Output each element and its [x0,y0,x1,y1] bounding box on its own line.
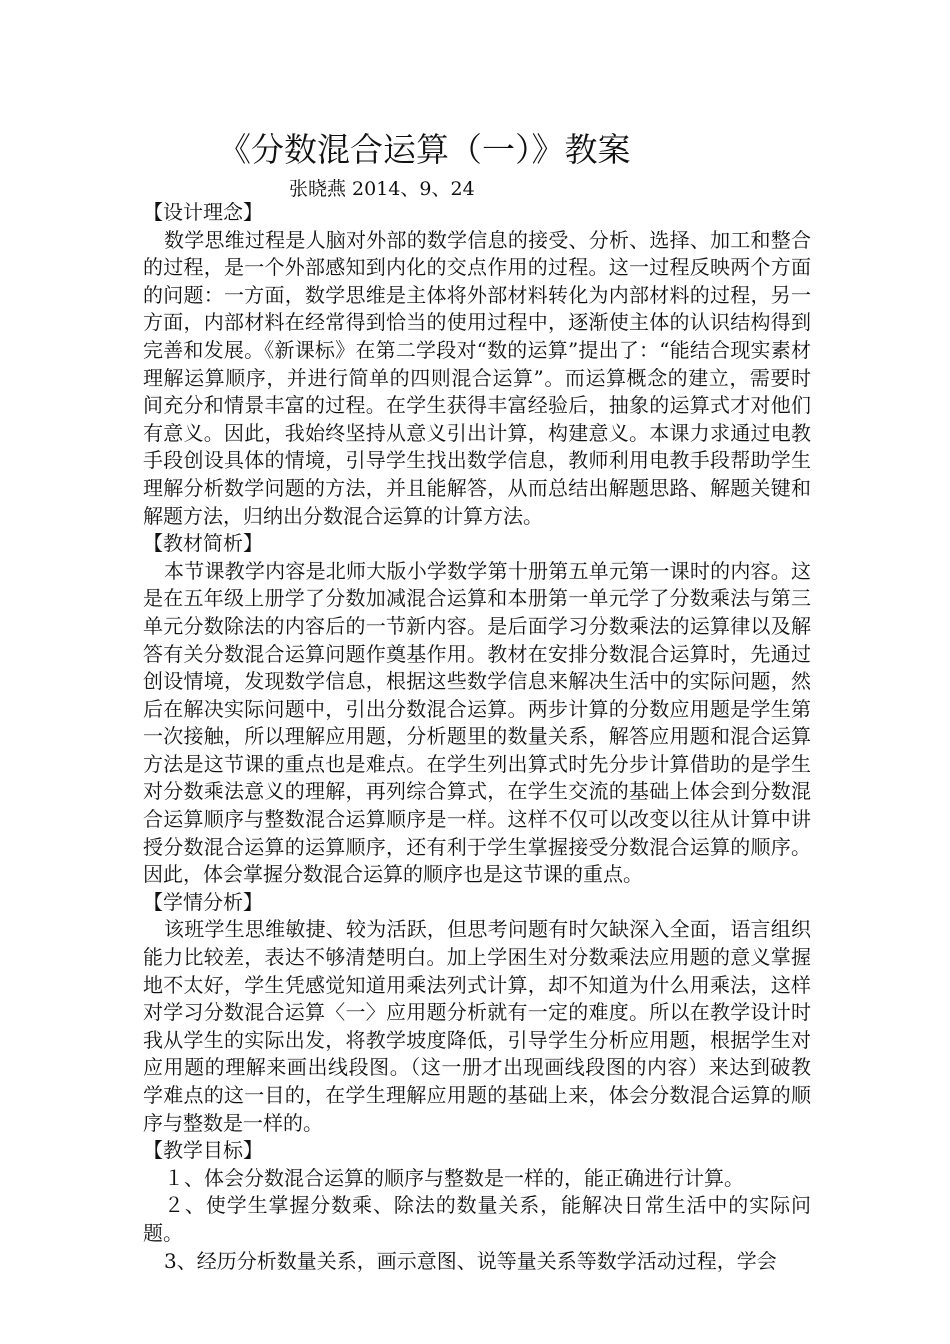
objective-item-3: 3、经历分析数量关系，画示意图、说等量关系等数学活动过程，学会 [164,1248,777,1273]
section-heading-textbook-analysis: 【教材简析】 [143,531,263,556]
paragraph-textbook-analysis: 本节课教学内容是北师大版小学数学第十册第五单元第一课时的内容。这是在五年级上册学了分数加减混合运算和本册第一单元学了分数乘法与第三单元分数除法的内容后的一节新内容。是后面学习分数乘法的运算律以及解答有关分数混合运算问题作奠基作用。教材在安排分数混合运算时，先通过创设情境，发现数学信息，根据这些数学信息来解决生活中的实际问题，然后在解决实际问题中，引出分数混合运算。两步计算的分数应用题是学生第一次接触，所以理解应用题，分析题里的数量关系，解答应用题和混合运算方法是这节课的重点也是难点。在学生列出算式时先分步计算借助的是学生对分数乘法意义的理解，再列综合算式，在学生交流的基础上体会到分数混合运算顺序与整数混合运算顺序是一样。这样不仅可以改变以往从计算中讲授分数混合运算的运算顺序，还有利于学生掌握接受分数混合运算的顺序。因此，体会掌握分数混合运算的顺序也是这节课的重点。 [143,558,811,887]
document-title: 《分数混合运算（一）》教案 [218,130,631,169]
section-heading-student-analysis: 【学情分析】 [143,889,263,914]
section-heading-objectives: 【教学目标】 [143,1138,263,1163]
objective-item-2: ２、使学生掌握分数乘、除法的数量关系，能解决日常生活中的实际问题。 [143,1193,811,1245]
paragraph-design-concept: 数学思维过程是人脑对外部的数学信息的接受、分析、选择、加工和整合的过程，是一个外部感知到内化的交点作用的过程。这一过程反映两个方面的问题：一方面，数学思维是主体将外部材料转化为内部材料的过程，另一方面，内部材料在经常得到恰当的使用过程中，逐渐使主体的认识结构得到完善和发展。《新课标》在第二学段对“数的运算”提出了：“能结合现实素材理解运算顺序，并进行简单的四则混合运算”。而运算概念的建立，需要时间充分和情景丰富的过程。在学生获得丰富经验后，抽象的运算式才对他们有意义。因此，我始终坚持从意义引出计算，构建意义。本课力求通过电教手段创设具体的情境，引导学生找出数学信息，教师利用电教手段帮助学生理解分析数学问题的方法，并且能解答，从而总结出解题思路、解题关键和解题方法，归纳出分数混合运算的计算方法。 [143,227,811,528]
document-body [143,199,811,1275]
paragraph-student-analysis: 该班学生思维敏捷、较为活跃，但思考问题有时欠缺深入全面，语言组织能力比较差，表达不够清楚明白。加上学困生对分数乘法应用题的意义掌握地不太好，学生凭感觉知道用乘法列式计算，却不知道为什么用乘法，这样对学习分数混合运算〈一〉应用题分析就有一定的难度。所以在教学设计时我从学生的实际出发，将教学坡度降低，引导学生分析应用题，根据学生对应用题的理解来画出线段图。（这一册才出现画线段图的内容）来达到破教学难点的这一目的，在学生理解应用题的基础上来，体会分数混合运算的顺序与整数是一样的。 [143,917,811,1135]
section-heading-design-concept: 【设计理念】 [143,200,263,224]
objective-item-1: １、体会分数混合运算的顺序与整数是一样的，能正确进行计算。 [164,1165,744,1190]
author-date-line: 张晓燕 2014、9、24 [289,178,475,200]
